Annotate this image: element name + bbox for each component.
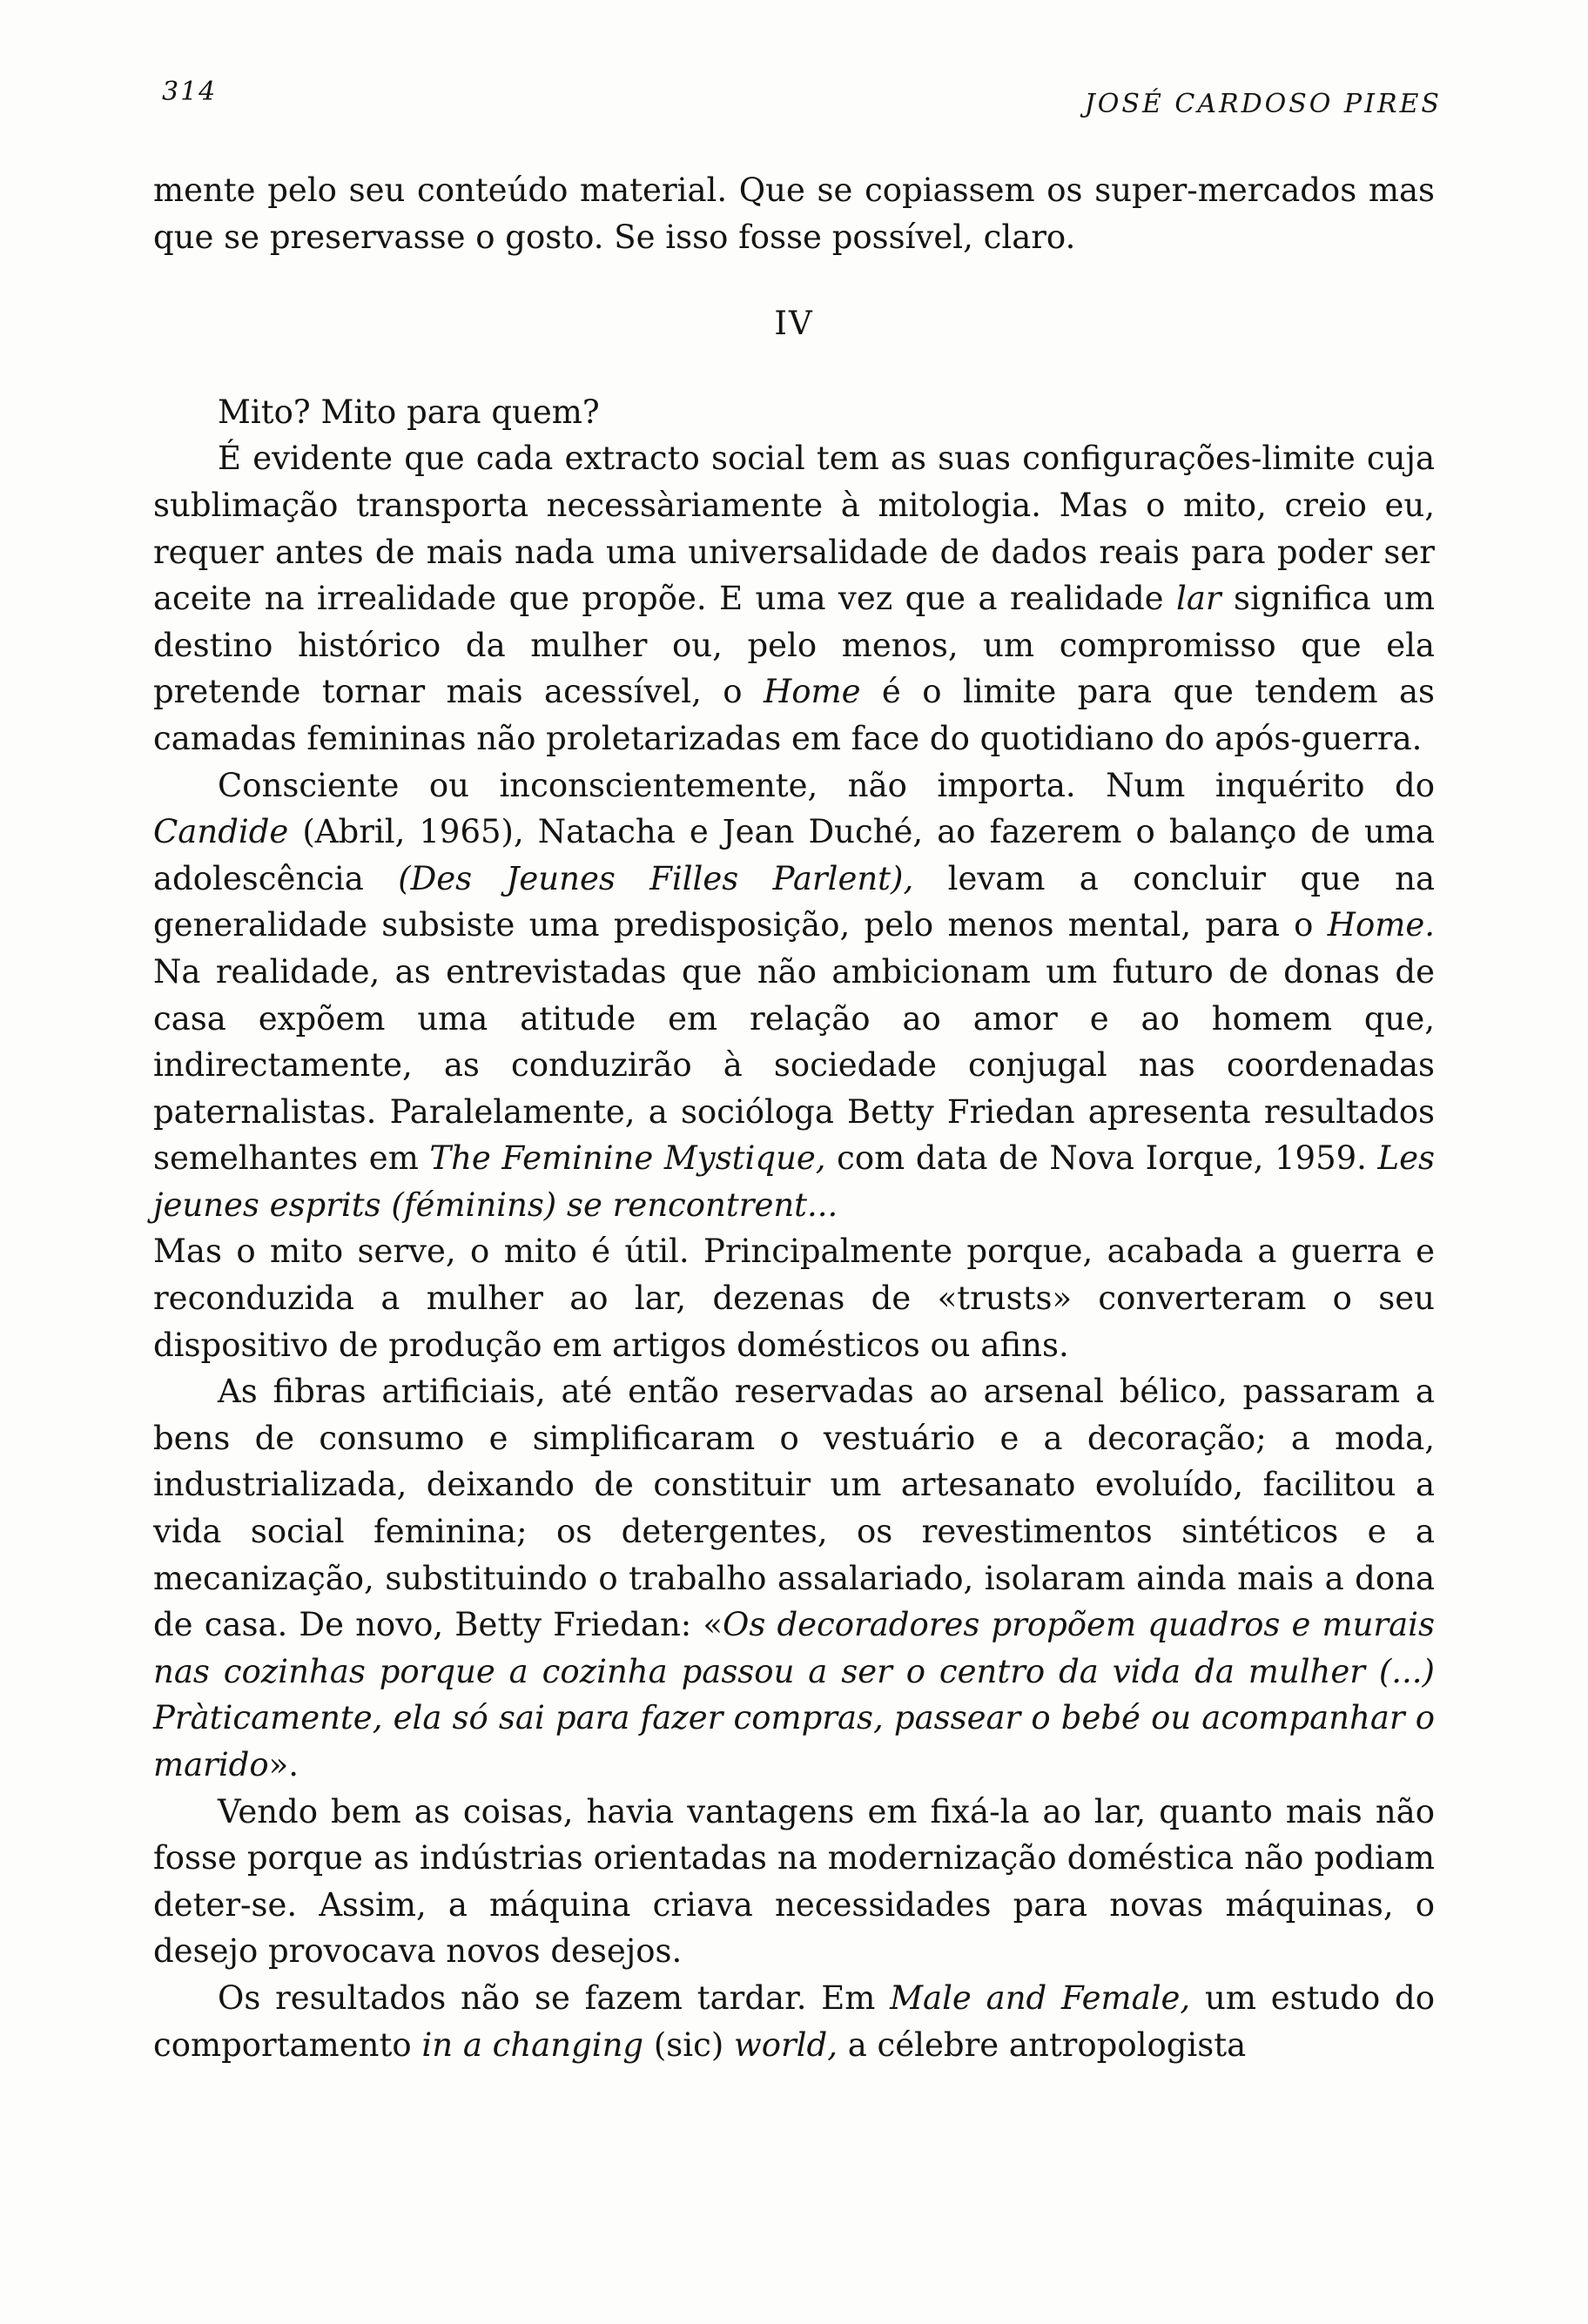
- paragraph-3-text-3: é o limite para que tendem as camadas femininas não proletarizadas em face do quotidiano do após-guerra.: [153, 673, 1436, 757]
- paragraph-4-italic-3: Home.: [1327, 906, 1435, 944]
- paragraph-2-text: Mito? Mito para quem?: [218, 393, 600, 431]
- paragraph-4-italic-5: Les jeunes esprits (féminins) se rencontrent...: [153, 1139, 1435, 1224]
- paragraph-3-italic-1: lar: [1176, 580, 1221, 618]
- page-number: 314: [162, 77, 218, 107]
- paragraph-3-text-1: É evidente que cada extracto social tem as suas configurações-limite cuja sublimação transporta necessàriamente à mitologia. Mas o mito, creio eu, requer antes de mais nada uma universalidade de dados reais para poder ser aceite na irrealidade que propõe. E uma vez que a realidade: [153, 440, 1435, 618]
- paragraph-3: [153, 435, 1435, 762]
- paragraph-8-text-2: um estudo do comportamento: [153, 1978, 1436, 2064]
- paragraph-4-italic-2: (Des Jeunes Filles Parlent),: [398, 859, 914, 897]
- paragraph-4-italic-1: Candide: [153, 813, 289, 851]
- paragraph-8-text-4: a célebre antropologista: [837, 2025, 1247, 2064]
- paragraph-2: [153, 389, 1435, 436]
- paragraph-6-quote: Os decoradores propõem quadros e murais nas cozinhas porque a cozinha passou a ser o centro da vida da mulher (...) Pràticamente, ela só sai para fazer compras, passear o bebé ou acompanhar o marido: [153, 1606, 1435, 1783]
- paragraph-7: [153, 1789, 1435, 1975]
- body-text: [153, 167, 1435, 2068]
- paragraph-6: [153, 1368, 1435, 1788]
- paragraph-8-italic-1: Male and Female,: [890, 1978, 1191, 2017]
- paragraph-3-text-2: significa um destino histórico da mulher ou, pelo menos, um compromisso que ela pretende tornar mais acessível, o: [153, 580, 1435, 711]
- paragraph-4-text-5: com data de Nova Iorque, 1959.: [825, 1139, 1378, 1178]
- paragraph-8: [153, 1975, 1435, 2068]
- paragraph-1: [153, 167, 1435, 260]
- paragraph-6-text-1: As fibras artificiais, até então reservadas ao arsenal bélico, passaram a bens de consumo e simplificaram o vestuário e a decoração; a moda, industrializada, deixando de constituir um artesanato evoluído, facilitou a vida social feminina; os detergentes, os revestimentos sintéticos e a mecanização, substituindo o trabalho assalariado, isolaram ainda mais a dona de casa. De novo, Betty Friedan: «: [153, 1373, 1435, 1644]
- page-header: [162, 71, 1442, 124]
- paragraph-5: [153, 1228, 1435, 1368]
- paragraph-8-italic-2: in a changing: [421, 2025, 644, 2064]
- paragraph-8-text-1: Os resultados não se fazem tardar. Em: [218, 1978, 891, 2017]
- paragraph-7-text: Vendo bem as coisas, havia vantagens em fixá-la ao lar, quanto mais não fosse porque as indústrias orientadas na modernização doméstica não podiam deter-se. Assim, a máquina criava necessidades para novas máquinas, o desejo provocava novos desejos.: [153, 1792, 1435, 1971]
- paragraph-8-text-3: (sic): [643, 2025, 735, 2064]
- paragraph-4-text-3: levam a concluir que na generalidade subsiste uma predisposição, pelo menos mental, para o: [153, 859, 1436, 944]
- paragraph-3-italic-2: Home: [763, 673, 861, 711]
- paragraph-4-text-2: (Abril, 1965), Natacha e Jean Duché, ao fazerem o balanço de uma adolescência: [153, 813, 1435, 897]
- section-heading: IV: [774, 305, 814, 343]
- paragraph-8-italic-3: world,: [734, 2025, 838, 2064]
- paragraph-4-italic-4: The Feminine Mystique,: [429, 1139, 826, 1178]
- running-head: JOSÉ CARDOSO PIRES: [1084, 89, 1442, 119]
- paragraph-1-text: mente pelo seu conteúdo material. Que se copiassem os super-mercados mas que se preservasse o gosto. Se isso fosse possível, claro.: [153, 171, 1435, 256]
- paragraph-4-text-4: Na realidade, as entrevistadas que não ambicionam um futuro de donas de casa expõem uma atitude em relação ao amor e ao homem que, indirectamente, as conduzirão à sociedade conjugal nas coordenadas paternalistas. Paralelamente, a socióloga Betty Friedan apresenta resultados semelhantes em: [153, 952, 1435, 1178]
- paragraph-6-text-2: ».: [268, 1746, 299, 1783]
- paragraph-4-text-1: Consciente ou inconscientemente, não importa. Num inquérito do: [218, 766, 1435, 804]
- paragraph-5-text: Mas o mito serve, o mito é útil. Principalmente porque, acabada a guerra e reconduzida a mulher ao lar, dezenas de «trusts» converteram o seu dispositivo de produção em artigos domésticos ou afins.: [153, 1233, 1435, 1364]
- paragraph-4: [153, 762, 1435, 1229]
